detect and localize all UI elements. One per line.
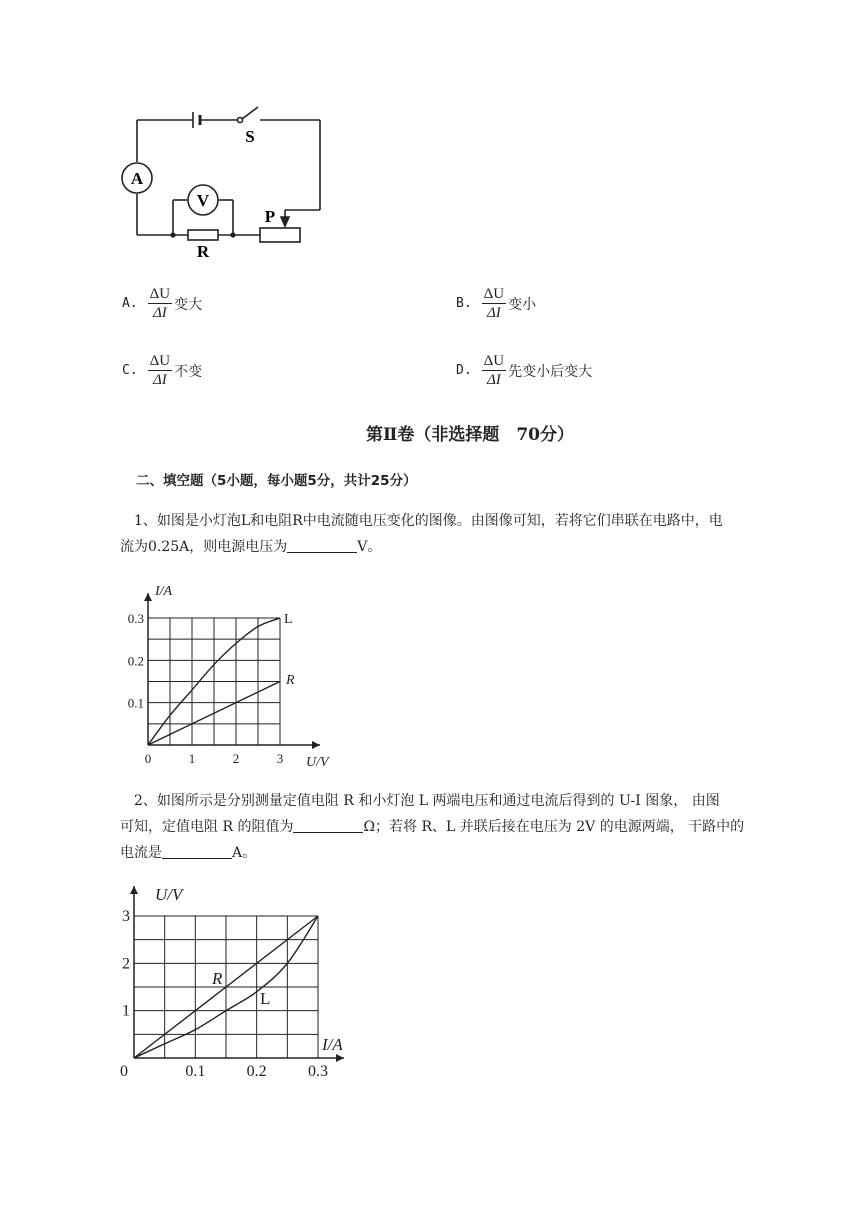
answer-blank[interactable] [293,818,363,833]
y-tick-label: 2 [122,955,130,973]
x-tick-label: 3 [276,751,284,766]
x-axis-label: U/V [306,755,329,770]
y-axis-arrow [130,886,138,894]
y-axis-label: I/A [155,584,173,599]
y-tick-label: 0.3 [127,611,144,626]
y-tick-label: 1 [122,1002,130,1020]
x-tick-label: 0 [144,751,152,766]
x-tick-label: 0.3 [308,1063,328,1080]
question-1 [120,508,814,560]
ammeter-label: A [130,169,144,188]
y-axis-label: U/V [155,885,183,904]
voltmeter-label: V [196,191,210,210]
x-tick-label: 1 [188,751,196,766]
delta-fraction: $\frac{\Delta U}{\Delta I}$ [483,353,505,388]
y-tick-label: 0.1 [127,695,144,711]
option-c[interactable] [122,352,202,389]
option-letter: D. [456,363,472,378]
origin-label: 0 [120,1063,128,1080]
answer-blank[interactable] [287,538,357,553]
question-2-line2: 可知，定值电阻 R 的阻值为 Ω；若将 R、L 并联后接在电压为 2V 的电源两端， 干路中的 [120,819,745,835]
y-tick-label: 3 [122,908,130,925]
series-label-l: L [284,612,293,627]
circuit-diagram [110,95,340,265]
delta-fraction: $\frac{\Delta U}{\Delta I}$ [483,286,505,321]
option-b[interactable] [456,285,536,322]
option-text: 变小 [508,296,537,313]
option-text: 不变 [174,363,203,380]
section-heading: 二、填空题（5小题，每小题5分，共计25分） [136,473,417,489]
resistor-label: R [196,242,210,261]
series-label-l: L [260,989,271,1008]
question-2 [120,788,814,866]
series-label-r: R [212,969,223,988]
x-tick-label: 2 [232,751,240,766]
switch-label: S [245,127,255,146]
option-letter: C. [122,363,138,378]
option-text: 先变小后变大 [508,363,593,380]
x-tick-label: 0.2 [246,1063,267,1080]
x-axis-arrow [336,1054,344,1062]
option-d[interactable] [456,352,592,389]
y-tick-label: 0.2 [127,653,144,669]
option-text: 变大 [174,296,203,313]
option-letter: B. [456,296,472,311]
answer-blank[interactable] [162,844,232,859]
delta-fraction: $\frac{\Delta U}{\Delta I}$ [149,286,171,321]
question-2-line3: 电流是 A。 [120,845,257,861]
question-1-line1: 1、如图是小灯泡L和电阻R中电流随电压变化的图像。由图像可知，若将它们串联在电路中，电 [134,513,723,529]
y-axis-arrow [144,593,152,601]
question-2-line1: 2、如图所示是分别测量定值电阻 R 和小灯泡 L 两端电压和通过电流后得到的 U-I 图象， 由图 [134,793,720,809]
x-axis-label: I/A [322,1035,343,1054]
option-letter: A. [122,296,138,311]
delta-fraction: $\frac{\Delta U}{\Delta I}$ [149,353,171,388]
chart-i-u-graph [118,575,348,775]
x-tick-label: 0.1 [185,1063,206,1080]
slider-label: P [264,207,276,226]
part-title: 第Ⅱ卷（非选择题 70分） [366,425,574,445]
x-axis-arrow [312,741,320,749]
question-1-line2: 流为0.25A，则电源电压为 V。 [120,539,382,555]
option-a[interactable] [122,285,202,322]
series-label-r: R [286,673,295,688]
chart-u-i-graph [108,878,368,1083]
